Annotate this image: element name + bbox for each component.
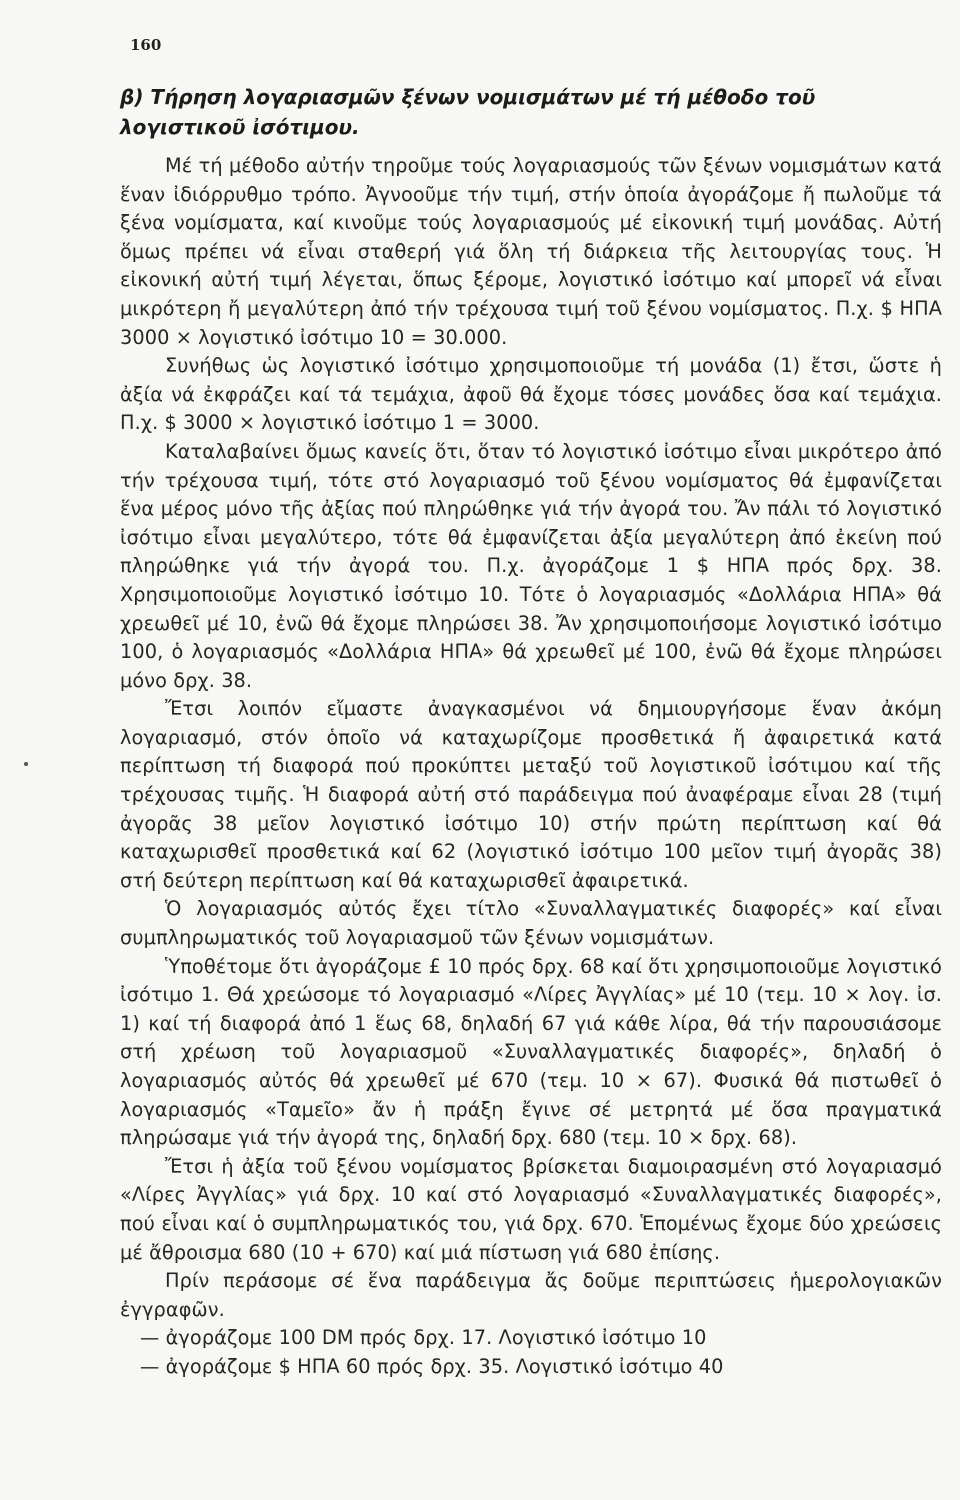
scan-speck	[24, 762, 28, 766]
paragraph: Ἔτσι λοιπόν εἴμαστε ἀναγκασμένοι νά δημιουργήσομε ἕναν ἀκόμη λογαριασμό, στόν ὁποῖο νά καταχωρίζομε προσθετικά ἤ ἀφαιρετικά κατά περίπτωση τή διαφορά πού προκύπτει μεταξύ τοῦ λογιστικοῦ ἰσότιμου καί τῆς τρέχουσας τιμῆς. Ἡ διαφορά αὐτή στό παράδειγμα πού ἀναφέραμε εἶναι 28 (τιμή ἀγορᾶς 38 μεῖον λογιστικό ἰσότιμο 10) στήν πρώτη περίπτωση καί θά καταχωρισθεῖ προσθετικά καί 62 (λογιστικό ἰσότιμο 100 μεῖον τιμή ἀγορᾶς 38) στή δεύτερη περίπτωση καί θά καταχωρισθεῖ ἀφαιρετικά.	[120, 697, 942, 892]
paragraph: Μέ τή μέθοδο αὐτήν τηροῦμε τούς λογαριασμούς τῶν ξένων νομισμάτων κατά ἕναν ἰδιόρρυθμο τρόπο. Ἀγνοοῦμε τήν τιμή, στήν ὁποία ἀγοράζομε ἤ πωλοῦμε τά ξένα νομίσματα, καί κινοῦμε τούς λογαριασμούς μέ εἰκονική τιμή μονάδας. Αὐτή ὅμως πρέπει νά εἶναι σταθερή γιά ὅλη τή διάρκεια τῆς λειτουργίας τους. Ἡ εἰκονική αὐτή τιμή λέγεται, ὅπως ξέρομε, λογιστικό ἰσότιμο καί μπορεῖ νά εἶναι μικρότερη ἤ μεγαλύτερη ἀπό τήν τρέχουσα τιμή τοῦ ξένου νομίσματος. Π.χ. $ ΗΠΑ 3000 × λογιστικό ἰσότιμο 10 = 30.000.	[120, 154, 942, 349]
list-item: — ἀγοράζομε 100 DM πρός δρχ. 17. Λογιστικό ἰσότιμο 10	[140, 1326, 707, 1350]
section-title: β) Τήρηση λογαριασμῶν ξένων νομισμάτων μέ τή μέθοδο τοῦ λογιστικοῦ ἰσότιμου.	[120, 85, 816, 139]
paragraph: Ὑποθέτομε ὅτι ἀγοράζομε £ 10 πρός δρχ. 68 καί ὅτι χρησιμοποιοῦμε λογιστικό ἰσότιμο 1. Θά χρεώσομε τό λογαριασμό «Λίρες Ἀγγλίας» μέ 10 (τεμ. 10 × λογ. ἰσ. 1) καί τή διαφορά ἀπό 1 ἕως 68, δηλαδή 67 γιά κάθε λίρα, θά τήν παρουσιάσομε στή χρέωση τοῦ λογαριασμοῦ «Συναλλαγματικές διαφορές», δηλαδή ὁ λογαριασμός αὐτός θά χρεωθεῖ μέ 670 (τεμ. 10 × 67). Φυσικά θά πιστωθεῖ ὁ λογαριασμός «Ταμεῖο» ἄν ἡ πράξη ἔγινε σέ μετρητά μέ ὅσα πραγματικά πληρώσαμε γιά τήν ἀγορά της, δηλαδή δρχ. 680 (τεμ. 10 × δρχ. 68).	[120, 954, 942, 1150]
body-text	[120, 152, 942, 1382]
page-number: 160	[130, 36, 162, 54]
paragraph: Ἔτσι ἡ ἀξία τοῦ ξένου νομίσματος βρίσκεται διαμοιρασμένη στό λογαριασμό «Λίρες Ἀγγλίας» γιά δρχ. 10 καί στό λογαριασμό «Συναλλαγματικές διαφορές», πού εἶναι καί ὁ συμπληρωματικός του, γιά δρχ. 670. Ἑπομένως ἔχομε δύο χρεώσεις μέ ἄθροισμα 680 (10 + 670) καί μιά πίστωση γιά 680 ἐπίσης.	[120, 1154, 942, 1264]
paragraph: Συνήθως ὡς λογιστικό ἰσότιμο χρησιμοποιοῦμε τή μονάδα (1) ἔτσι, ὥστε ἡ ἀξία νά ἐκφράζει καί τά τεμάχια, ἀφοῦ θά ἔχομε τόσες μονάδες ὅσα καί τεμάχια. Π.χ. $ 3000 × λογιστικό ἰσότιμο 1 = 3000.	[120, 354, 942, 435]
paragraph: Καταλαβαίνει ὅμως κανείς ὅτι, ὅταν τό λογιστικό ἰσότιμο εἶναι μικρότερο ἀπό τήν τρέχουσα τιμή, τότε στό λογαριασμό τοῦ ξένου νομίσματος θά ἐμφανίζεται ἕνα μέρος μόνο τῆς ἀξίας πού πληρώθηκε γιά τήν ἀγορά του. Ἄν πάλι τό λογιστικό ἰσότιμο εἶναι μεγαλύτερο, τότε θά ἐμφανίζεται ἀξία μεγαλύτερη ἀπό ἐκείνη πού πληρώθηκε γιά τήν ἀγορά του. Π.χ. ἀγοράζομε 1 $ ΗΠΑ πρός δρχ. 38. Χρησιμοποιοῦμε λογιστικό ἰσότιμο 10. Τότε ὁ λογαριασμός «Δολλάρια ΗΠΑ» θά χρεωθεῖ μέ 10, ἐνῶ θά ἔχομε πληρώσει 38. Ἄν χρησιμοποιήσομε λογιστικό ἰσότιμο 100, ὁ λογαριασμός «Δολλάρια ΗΠΑ» θά χρεωθεῖ μέ 100, ἐνῶ θά ἔχομε πληρώσει μόνο δρχ. 38.	[120, 439, 942, 692]
list-item: — ἀγοράζομε $ ΗΠΑ 60 πρός δρχ. 35. Λογιστικό ἰσότιμο 40	[140, 1354, 724, 1378]
paragraph: Ὁ λογαριασμός αὐτός ἔχει τίτλο «Συναλλαγματικές διαφορές» καί εἶναι συμπληρωματικός τοῦ λογαριασμοῦ τῶν ξένων νομισμάτων.	[120, 897, 942, 950]
paragraph: Πρίν περάσομε σέ ἕνα παράδειγμα ἄς δοῦμε περιπτώσεις ἡμερολογιακῶν ἐγγραφῶν.	[120, 1269, 942, 1321]
